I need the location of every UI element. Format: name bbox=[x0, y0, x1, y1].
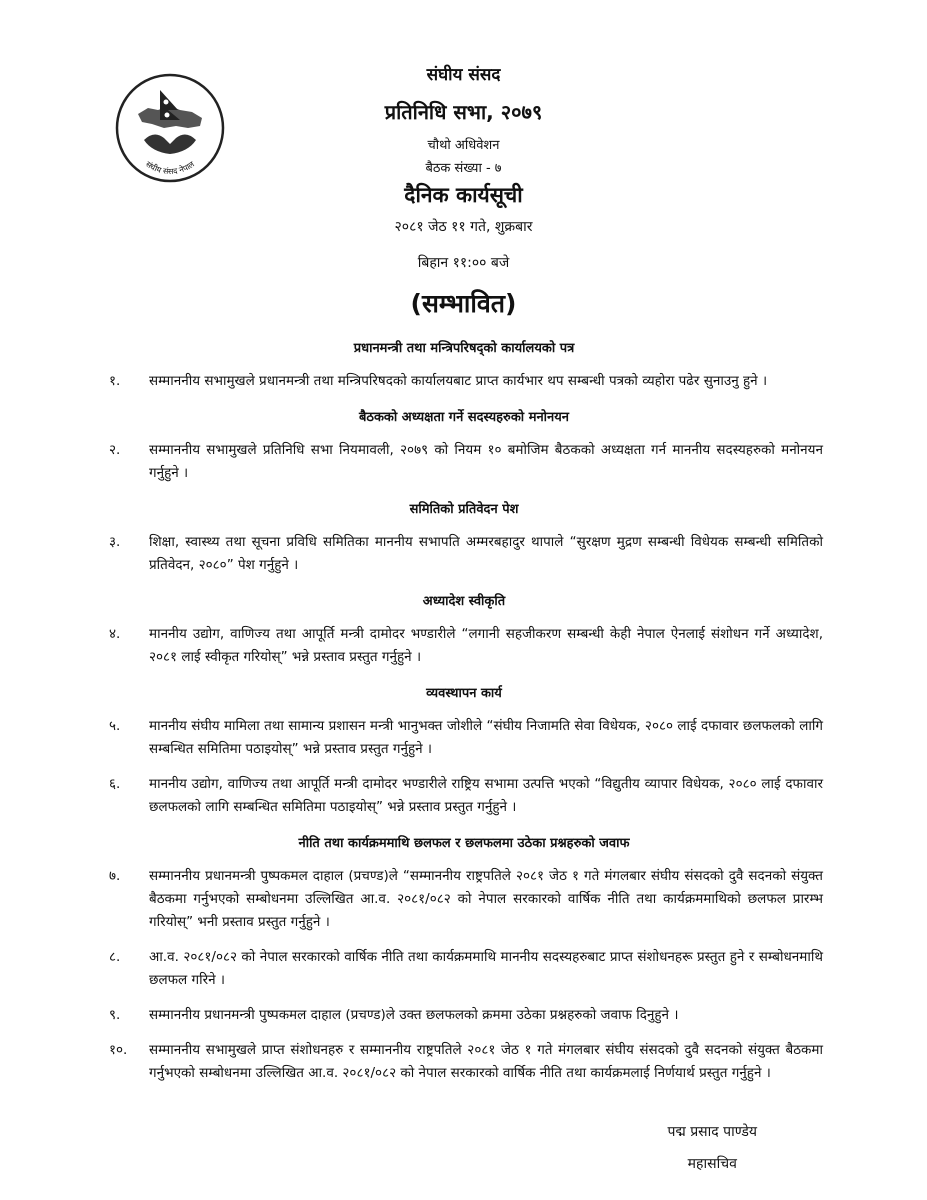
section-heading: बैठकको अध्यक्षता गर्ने सदस्यहरुको मनोनयन bbox=[358, 410, 570, 425]
agenda-item bbox=[105, 370, 823, 393]
item-number: ८. bbox=[109, 949, 121, 965]
page-title: दैनिक कार्यसूची bbox=[404, 183, 523, 207]
item-text: सम्माननीय सभामुखले प्रतिनिधि सभा नियमावली, २०७९ को नियम १० बमोजिम बैठकको अध्यक्षता गर्न माननीय सदस्यहरुको मनोनयन गर्नुहुने । bbox=[149, 442, 823, 481]
item-number: १. bbox=[109, 373, 121, 389]
item-text: माननीय उद्योग, वाणिज्य तथा आपूर्ति मन्त्री दामोदर भण्डारीले राष्ट्रिय सभामा उत्पत्ति भएको “विद्युतीय व्यापार विधेयक, २०८० लाई दफावार छलफलको लागि सम्बन्धित समितिमा पठाइयोस्” भन्ने प्रस्ताव प्रस्तुत गर्नुहुने । bbox=[149, 776, 823, 815]
agenda-item bbox=[105, 773, 823, 819]
agenda-item bbox=[105, 1039, 823, 1085]
item-number: ६. bbox=[109, 776, 121, 792]
house-title: प्रतिनिधि सभा, २०७९ bbox=[384, 100, 543, 124]
agenda-section bbox=[105, 589, 823, 669]
agenda-item bbox=[105, 439, 823, 485]
item-number: २. bbox=[109, 442, 121, 458]
agenda-section bbox=[105, 681, 823, 819]
section-heading: नीति तथा कार्यक्रममाथि छलफल र छलफलमा उठेका प्रश्नहरुको जवाफ bbox=[298, 836, 630, 851]
agenda-date: २०८१ जेठ ११ गते, शुक्रबार bbox=[394, 219, 533, 235]
item-text: सम्माननीय प्रधानमन्त्री पुष्पकमल दाहाल (प्रचण्ड)ले “सम्माननीय राष्ट्रपतिले २०८१ जेठ १ गते मंगलबार संघीय संसदको दुवै सदनको संयुक्त बैठकमा गर्नुभएको सम्बोधनमा उल्लिखित आ.व. २०८१/०८२ को नेपाल सरकारको वार्षिक नीति तथा कार्यक्रममाथिको छलफल प्रारम्भ गरियोस्” भनी प्रस्ताव प्रस्तुत गर्नुहुने । bbox=[149, 868, 823, 930]
item-text: माननीय उद्योग, वाणिज्य तथा आपूर्ति मन्त्री दामोदर भण्डारीले “लगानी सहजीकरण सम्बन्धी केही नेपाल ऐनलाई संशोधन गर्ने अध्यादेश, २०८१ लाई स्वीकृत गरियोस्” भन्ने प्रस्ताव प्रस्तुत गर्नुहुने । bbox=[149, 626, 823, 665]
signatory-designation: महासचिव bbox=[687, 1156, 737, 1172]
emblem-caption: संघीय संसद नेपाल bbox=[143, 159, 197, 177]
agenda-section bbox=[105, 831, 823, 1085]
agenda-time: बिहान ११:०० बजे bbox=[417, 255, 510, 271]
item-number: ४. bbox=[109, 626, 121, 642]
agenda-item bbox=[105, 865, 823, 934]
item-number: ५. bbox=[109, 718, 121, 734]
agenda-section bbox=[105, 405, 823, 485]
item-text: सम्माननीय प्रधानमन्त्री पुष्पकमल दाहाल (प्रचण्ड)ले उक्त छलफलको क्रममा उठेका प्रश्नहरुको जवाफ दिनुहुने । bbox=[149, 1007, 679, 1023]
item-text: आ.व. २०८१/०८२ को नेपाल सरकारको वार्षिक नीति तथा कार्यक्रममाथि माननीय सदस्यहरुबाट प्राप्त संशोधनहरू प्रस्तुत हुने र सम्बोधनमाथि छलफल गरिने । bbox=[149, 949, 823, 988]
item-text: माननीय संघीय मामिला तथा सामान्य प्रशासन मन्त्री भानुभक्त जोशीले “संघीय निजामति सेवा विधेयक, २०८० लाई दफावार छलफलको लागि सम्बन्धित समितिमा पठाइयोस्” भन्ने प्रस्ताव प्रस्तुत गर्नुहुने । bbox=[149, 718, 823, 757]
session-label: चौथो अधिवेशन bbox=[427, 138, 500, 153]
agenda-body bbox=[105, 336, 823, 1097]
item-number: ९. bbox=[109, 1007, 121, 1023]
item-text: शिक्षा, स्वास्थ्य तथा सूचना प्रविधि समितिका माननीय सभापति अम्मरबहादुर थापाले “सुरक्षण मुद्रण सम्बन्धी विधेयक सम्बन्धी समितिको प्रतिवेदन, २०८०” पेश गर्नुहुने । bbox=[149, 534, 823, 573]
item-text: सम्माननीय सभामुखले प्राप्त संशोधनहरु र सम्माननीय राष्ट्रपतिले २०८१ जेठ १ गते मंगलबार संघीय संसदको दुवै सदनको संयुक्त बैठकमा गर्नुभएको सम्बोधनमा उल्लिखित आ.व. २०८१/०८२ को नेपाल सरकारको वार्षिक नीति तथा कार्यक्रमलाई निर्णयार्थ प्रस्तुत गर्नुहुने । bbox=[149, 1042, 823, 1081]
section-heading: अध्यादेश स्वीकृति bbox=[422, 594, 506, 609]
signature-block bbox=[668, 1116, 757, 1180]
section-heading: प्रधानमन्त्री तथा मन्त्रिपरिषद्को कार्यालयको पत्र bbox=[353, 341, 575, 356]
organization-name: संघीय संसद bbox=[426, 65, 501, 85]
agenda-item bbox=[105, 1004, 823, 1027]
agenda-section bbox=[105, 497, 823, 577]
agenda-item bbox=[105, 623, 823, 669]
probable-label: (सम्भावित) bbox=[410, 289, 517, 318]
meeting-number: बैठक संख्या - ७ bbox=[425, 161, 502, 176]
item-number: ३. bbox=[109, 534, 121, 550]
agenda-item bbox=[105, 531, 823, 577]
item-text: सम्माननीय सभामुखले प्रधानमन्त्री तथा मन्त्रिपरिषदको कार्यालयबाट प्राप्त कार्यभार थप सम्बन्धी पत्रको व्यहोरा पढेर सुनाउनु हुने । bbox=[149, 373, 768, 389]
agenda-item bbox=[105, 946, 823, 992]
signatory-name: पद्म प्रसाद पाण्डेय bbox=[667, 1124, 757, 1140]
section-heading: व्यवस्थापन कार्य bbox=[426, 686, 502, 701]
item-number: ७. bbox=[109, 868, 121, 884]
section-heading: समितिको प्रतिवेदन पेश bbox=[409, 502, 519, 517]
agenda-section bbox=[105, 336, 823, 393]
item-number: १०. bbox=[109, 1042, 128, 1058]
agenda-item bbox=[105, 715, 823, 761]
